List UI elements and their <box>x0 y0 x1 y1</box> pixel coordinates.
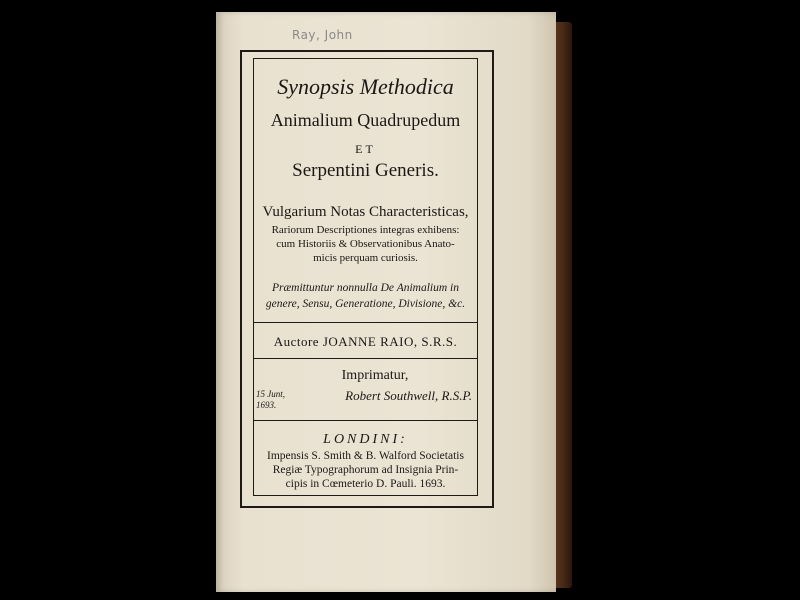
book-title: Synopsis Methodica <box>277 74 454 99</box>
handwritten-annotation: Ray, John <box>292 28 353 42</box>
imprint-line-3: cipis in Cœmeterio D. Pauli. 1693. <box>285 478 446 490</box>
imprimatur-label: Imprimatur, <box>341 368 409 383</box>
imprint-line-1: Impensis S. Smith & B. Walford Societatis <box>267 450 464 462</box>
genus-line: Serpentini Generis. <box>292 160 439 181</box>
imprint-line-2: Regiæ Typographorum ad Insignia Prin- <box>272 464 459 476</box>
description-line-3: cum Historiis & Observationibus Anato- <box>276 238 455 250</box>
divider-1 <box>253 322 478 323</box>
description-line-4: micis perquam curiosis. <box>313 252 418 264</box>
description-line-1: Vulgarium Notas Characteristicas, <box>262 204 469 220</box>
imprimatur-signatory: Robert Southwell, R.S.P. <box>345 388 472 403</box>
book-subtitle: Animalium Quadrupedum <box>270 110 461 130</box>
imprimatur-date <box>256 389 300 411</box>
preface-line-2: genere, Sensu, Generatione, Divisione, &c. <box>265 298 466 310</box>
divider-2 <box>253 358 478 359</box>
conjunction-et: ET <box>355 142 376 156</box>
description-line-2: Rariorum Descriptiones integras exhibens: <box>271 224 460 236</box>
author-line: Auctore JOANNE RAIO, S.R.S. <box>273 334 458 349</box>
preface-line-1: Præmittuntur nonnulla De Animalium in <box>272 282 459 294</box>
imprimatur-date-line-1: 15 Junt, <box>256 389 285 399</box>
imprint-city: LONDINI: <box>323 432 408 447</box>
imprimatur-date-line-2: 1693. <box>256 400 277 410</box>
divider-3 <box>253 420 478 421</box>
